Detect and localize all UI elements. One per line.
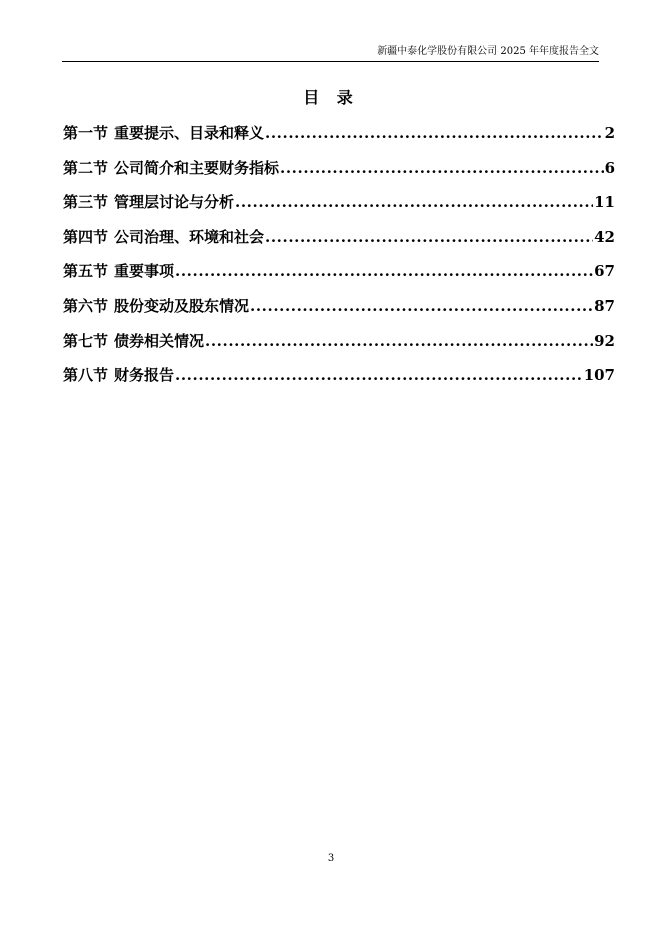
toc-page-number: 92: [594, 331, 615, 350]
toc-item-label: [63, 294, 249, 318]
toc-item-label: [63, 225, 264, 249]
toc-section-number: 第六节: [63, 296, 109, 315]
toc-item-label: [63, 259, 174, 283]
footer-page-number: 3: [327, 853, 335, 864]
toc-section-number: 第五节: [63, 262, 109, 281]
toc-section-number: 第三节: [63, 193, 109, 212]
toc-page-number: 67: [594, 262, 615, 281]
toc-item-6[interactable]: [63, 294, 615, 329]
toc-item-5[interactable]: [63, 259, 615, 294]
page-header: [62, 40, 599, 62]
toc-section-number: 第七节: [63, 331, 109, 350]
toc-item-2[interactable]: [63, 156, 615, 191]
toc-dot-leader: [205, 329, 593, 353]
toc-section-number: 第八节: [63, 366, 109, 385]
toc-section-number: 第四节: [63, 227, 109, 246]
toc-section-number: 第二节: [63, 158, 109, 177]
toc-title: 目 录: [303, 88, 359, 107]
toc-page-number: 2: [604, 124, 615, 142]
toc-item-8[interactable]: [63, 363, 615, 398]
toc-section-title: 股份变动及股东情况: [114, 296, 250, 315]
toc-section-title: 财务报告: [114, 366, 175, 385]
toc-dot-leader: [175, 363, 583, 387]
toc-item-7[interactable]: [63, 329, 615, 364]
header-title: 新疆中泰化学股份有限公司 2025 年年度报告全文: [377, 46, 599, 57]
toc-item-label: [63, 121, 264, 145]
toc-section-title: 公司治理、环境和社会: [114, 227, 265, 246]
toc-dot-leader: [250, 294, 593, 318]
toc-item-4[interactable]: [63, 225, 615, 260]
toc-page-number: 87: [594, 296, 615, 315]
toc-section-title: 公司简介和主要财务指标: [114, 158, 280, 177]
table-of-contents: [63, 121, 615, 398]
toc-dot-leader: [265, 225, 593, 249]
toc-section-title: 管理层讨论与分析: [114, 193, 235, 212]
toc-page-number: 42: [594, 227, 615, 246]
toc-item-1[interactable]: [63, 121, 615, 156]
toc-item-label: [63, 190, 234, 214]
toc-dot-leader: [175, 259, 593, 283]
toc-section-number: 第一节: [63, 124, 109, 142]
toc-item-label: [63, 329, 204, 353]
toc-section-title: 重要提示、目录和释义: [114, 124, 265, 142]
toc-item-label: [63, 156, 279, 180]
toc-dot-leader: [235, 190, 593, 214]
toc-page-number: 6: [604, 158, 615, 177]
toc-item-label: [63, 363, 174, 387]
toc-dot-leader: [280, 156, 604, 180]
toc-section-title: 债券相关情况: [114, 331, 205, 350]
toc-page-number: 11: [594, 193, 615, 212]
toc-section-title: 重要事项: [114, 262, 175, 281]
toc-item-3[interactable]: [63, 190, 615, 225]
toc-dot-leader: [265, 121, 604, 145]
toc-page-number: 107: [583, 366, 615, 385]
